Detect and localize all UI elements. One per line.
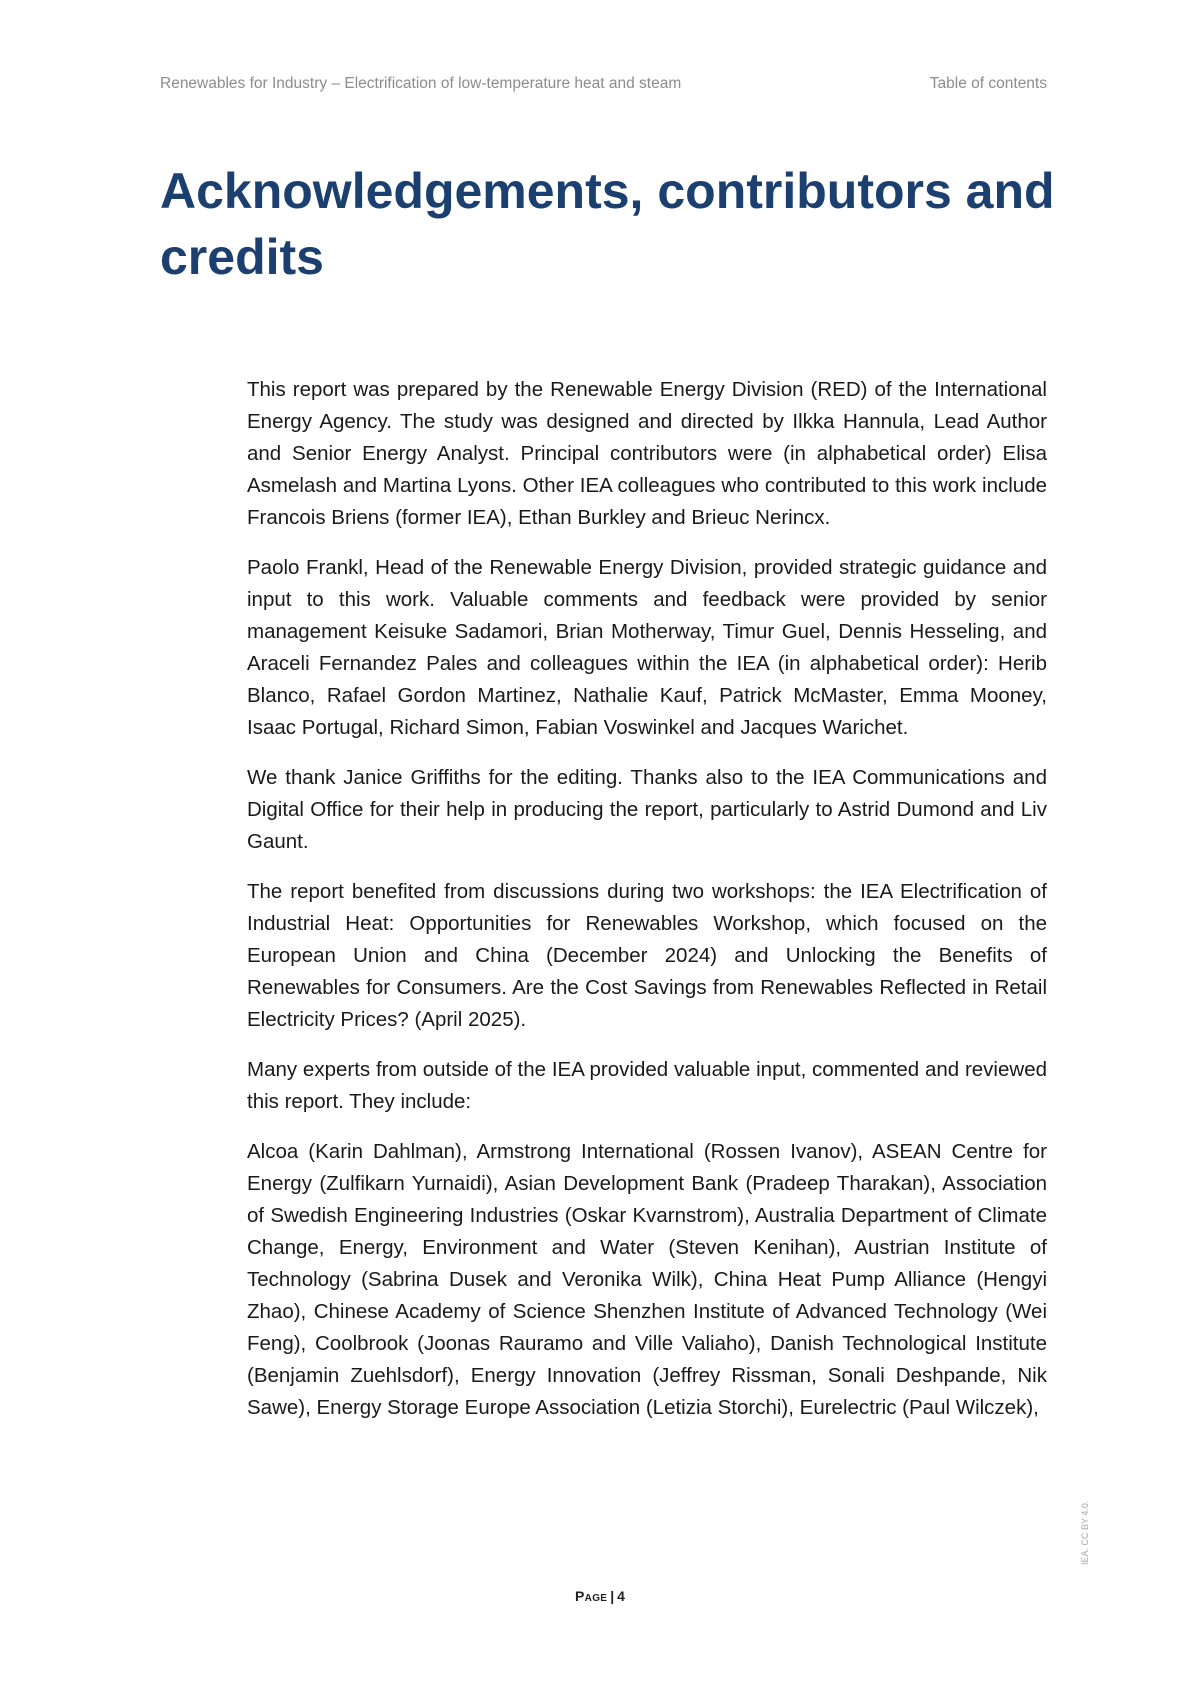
page-footer [0, 1588, 1200, 1604]
page-label: Page [575, 1588, 608, 1604]
page-number: 4 [617, 1588, 625, 1604]
page-separator: | [610, 1588, 615, 1604]
running-header [160, 74, 1047, 94]
paragraph-organizations: Alcoa (Karin Dahlman), Armstrong International (Rossen Ivanov), ASEAN Centre for Energy (Zulfikarn Yurnaidi), Asian Development Bank (Pradeep Tharakan), Association of Swedish Engineering Industries (Oskar Kvarnstrom), Australia Department of Climate Change, Energy, Environment and Water (Steven Kenihan), Austrian Institute of Technology (Sabrina Dusek and Veronika Wilk), China Heat Pump Alliance (Hengyi Zhao), Chinese Academy of Science Shenzhen Institute of Advanced Technology (Wei Feng), Coolbrook (Joonas Rauramo and Ville Valiaho), Danish Technological Institute (Benjamin Zuehlsdorf), Energy Innovation (Jeffrey Rissman, Sonali Deshpande, Nik Sawe), Energy Storage Europe Association (Letizia Storchi), Eurelectric (Paul Wilczek), [247, 1140, 1047, 1419]
paragraph-guidance: Paolo Frankl, Head of the Renewable Energy Division, provided strategic guidance and input to this work. Valuable comments and feedback were provided by senior management Keisuke Sadamori, Brian Motherway, Timur Guel, Dennis Hesseling, and Araceli Fernandez Pales and colleagues within the IEA (in alphabetical order): Herib Blanco, Rafael Gordon Martinez, Nathalie Kauf, Patrick McMaster, Emma Mooney, Isaac Portugal, Richard Simon, Fabian Voswinkel and Jacques Warichet. [247, 556, 1047, 739]
paragraph-authors: This report was prepared by the Renewable Energy Division (RED) of the International Energy Agency. The study was designed and directed by Ilkka Hannula, Lead Author and Senior Energy Analyst. Principal contributors were (in alphabetical order) Elisa Asmelash and Martina Lyons. Other IEA colleagues who contributed to this work include Francois Briens (former IEA), Ethan Burkley and Brieuc Nerincx. [247, 378, 1047, 529]
report-title: Renewables for Industry – Electrification of low-temperature heat and steam [160, 75, 682, 92]
paragraph-editing: We thank Janice Griffiths for the editing. Thanks also to the IEA Communications and Digital Office for their help in producing the report, particularly to Astrid Dumond and Liv Gaunt. [247, 766, 1047, 853]
license-notice: IEA. CC BY 4.0. [1080, 1500, 1090, 1565]
paragraph-external-experts: Many experts from outside of the IEA provided valuable input, commented and reviewed this report. They include: [247, 1058, 1047, 1113]
paragraph-workshops: The report benefited from discussions during two workshops: the IEA Electrification of Industrial Heat: Opportunities for Renewables Workshop, which focused on the European Union and China (December 2024) and Unlocking the Benefits of Renewables for Consumers. Are the Cost Savings from Renewables Reflected in Retail Electricity Prices? (April 2025). [247, 880, 1047, 1031]
body-text [247, 374, 1047, 1442]
table-of-contents-link[interactable]: Table of contents [929, 75, 1047, 92]
page-title: Acknowledgements, contributors and credits [160, 163, 1055, 285]
